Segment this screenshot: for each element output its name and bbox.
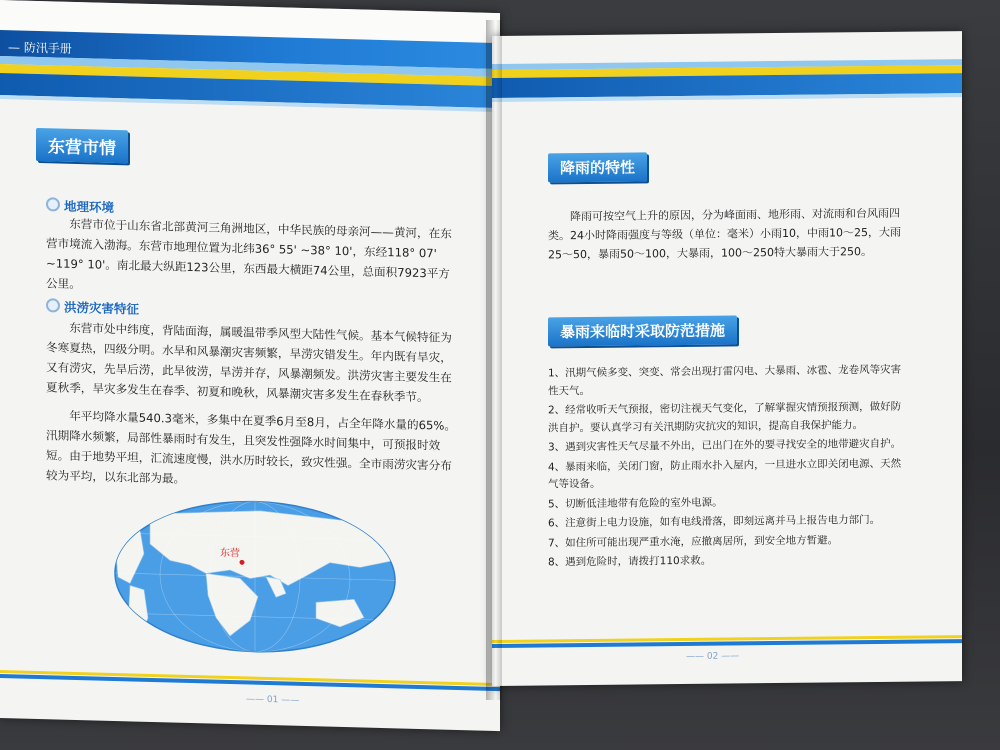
book-gutter xyxy=(486,20,502,700)
measure-item: 2、经常收听天气预报，密切注视天气变化，了解掌握灾情预报预测，做好防洪自护。要认真学习有关汛期防灾抗灾的知识，提高自我保护能力。 xyxy=(548,400,902,434)
page-number-left: —— 01 —— xyxy=(246,694,300,706)
measures-list xyxy=(548,362,910,574)
measure-item: 4、暴雨来临，关闭门窗，防止雨水扑入屋内，一旦进水立即关闭电源、天然气等设备。 xyxy=(548,457,902,491)
page-number-right: —— 02 —— xyxy=(686,651,740,662)
sub-heading-flood: 洪涝灾害特征 xyxy=(46,297,139,317)
measure-item: 1、汛期气候多变、突变、常会出现打雷闪电、大暴雨、冰雹、龙卷风等灾害性天气。 xyxy=(548,363,902,397)
measure-item: 7、如住所可能出现严重水淹，应撤离居所，到安全地方暂避。 xyxy=(548,533,839,549)
left-page xyxy=(0,0,500,731)
sub-heading-geo: 地理环境 xyxy=(46,196,114,216)
geo-paragraph: 东营市位于山东省北部黄河三角洲地区，中华民族的母亲河——黄河，在东营市境流入渤海。东营市地理位置为北纬36° 55' ~38° 10'，东经118° 07' ~119° 10'。南北最大纵距123公里，东西最大横距74公里，总面积7923平方公里。 xyxy=(46,216,452,292)
flood-paragraph-2: 年平均降水量540.3毫米，多集中在夏季6月至8月，占全年降水量的65%。汛期降水频繁，局部性暴雨时有发生，且突发性强降水时间集中，可预报时效短。由于地势平坦，汇流速度慢，洪水历时较长，致灾性强。全市雨涝灾害分布较为平均，以东北部为最。 xyxy=(46,408,456,486)
running-title: — 防汛手册 xyxy=(8,40,72,56)
measure-item: 3、遇到灾害性天气尽量不外出，已出门在外的要寻找安全的地带避灾自护。 xyxy=(548,437,902,454)
bullet-circle-icon xyxy=(46,197,60,211)
rain-paragraph: 降雨可按空气上升的原因，分为峰面雨、地形雨、对流雨和台风雨四类。24小时降雨强度与等级（单位：毫米）小雨10，中雨10～25，大雨25～50，暴雨50～100，大暴雨，100～250特大暴雨大于250。 xyxy=(548,206,901,262)
measure-item: 6、注意街上电力设施，如有电线滑落，即刻远离并马上报告电力部门。 xyxy=(548,513,881,530)
measure-item: 5、切断低洼地带有危险的室外电源。 xyxy=(548,496,723,510)
right-page xyxy=(492,31,962,686)
bullet-circle-icon xyxy=(46,298,60,312)
flood-paragraph-1: 东营市处中纬度，背陆面海，属暖温带季风型大陆性气候。基本气候特征为冬寒夏热，四级分明。水旱和风暴潮灾害频繁，旱涝灾错发生。年内既有旱灾，又有涝灾，先旱后涝，此旱彼涝，旱涝并存，风暴潮频发。洪涝灾害主要发生在夏秋季，旱灾多发生在春季、初夏和晚秋，风暴潮灾害多发生在春秋季节。 xyxy=(46,320,452,405)
measure-item: 8、遇到危险时，请拨打110求救。 xyxy=(548,554,712,569)
section-title-dongying: 东营市情 xyxy=(36,128,128,163)
section-title-measures: 暴雨来临时采取防范措施 xyxy=(548,315,737,346)
section-title-rain: 降雨的特性 xyxy=(548,152,647,182)
map-label-dongying: 东营 xyxy=(220,547,240,560)
world-map xyxy=(110,493,400,661)
